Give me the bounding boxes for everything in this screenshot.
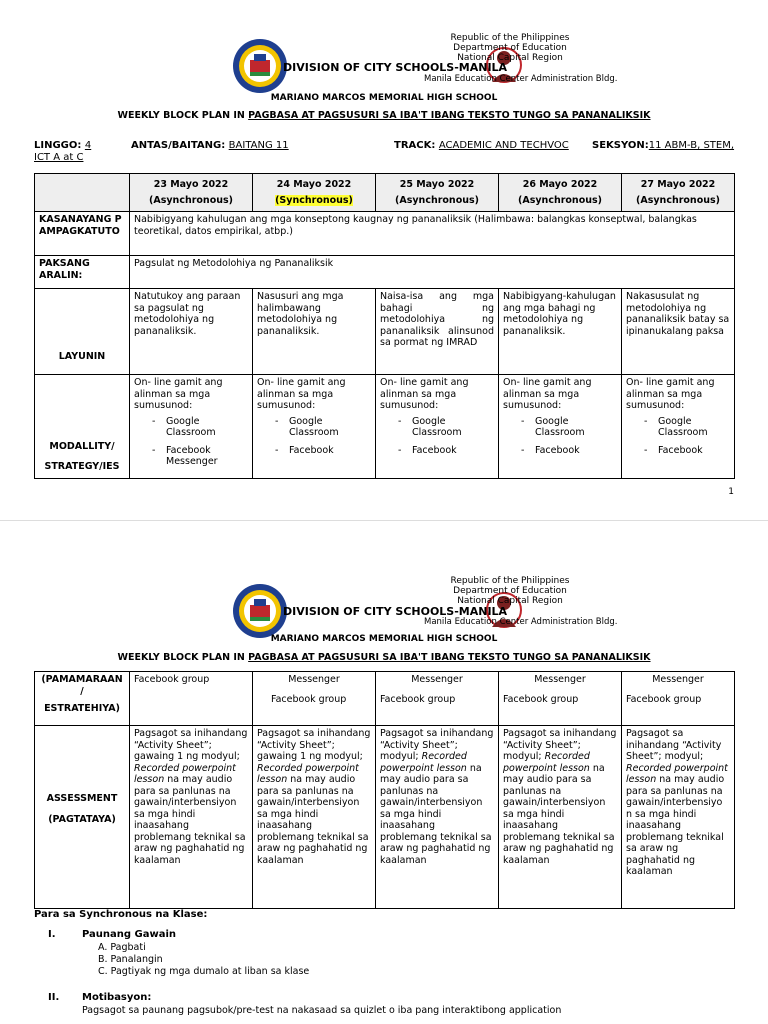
linggo-value: 4 bbox=[84, 140, 92, 151]
seksyon-value-2: ICT A at C bbox=[34, 152, 84, 163]
modality-label bbox=[35, 375, 130, 479]
section-1-heading bbox=[48, 929, 56, 941]
plan-title-2 bbox=[0, 652, 768, 663]
assess-cell bbox=[253, 726, 376, 909]
day-mode-highlight: (Synchronous) bbox=[275, 194, 353, 206]
section-2-text: Pagsagot sa paunang pagsubok/pre-test na nakasaad sa quizlet o iba pang interaktibong application bbox=[82, 1005, 562, 1016]
day-date: 24 Mayo 2022 bbox=[276, 179, 352, 190]
list-item: A. Pagbati bbox=[98, 942, 146, 953]
track-label: TRACK: bbox=[394, 140, 439, 151]
day-mode: (Asynchronous) bbox=[149, 194, 233, 206]
assess-text: Pagsagot sa inihandang “Activity Sheet”; modyul; bbox=[380, 728, 494, 762]
plan-title bbox=[0, 110, 768, 121]
track bbox=[394, 140, 569, 152]
section-1-list bbox=[98, 942, 309, 978]
modality-item: - Facebook bbox=[644, 445, 730, 457]
day-4-header bbox=[499, 174, 622, 212]
pam-cell-top: Messenger bbox=[534, 674, 586, 685]
section-2-title-text: Motibasyon: bbox=[82, 992, 152, 1003]
sync-heading bbox=[34, 909, 207, 921]
modality-cell bbox=[253, 375, 376, 479]
paksang-text: Pagsulat ng Metodolohiya ng Pananaliksik bbox=[130, 256, 735, 289]
modality-cell bbox=[622, 375, 735, 479]
modality-label-2: STRATEGY/IES bbox=[44, 460, 120, 472]
pam-label-2: / bbox=[80, 685, 84, 697]
modality-intro: On- line gamit ang alinman sa mga sumusunod: bbox=[626, 377, 715, 411]
plan-table-2 bbox=[34, 671, 735, 909]
republic-text: Republic of the Philippines bbox=[450, 33, 570, 43]
assess-italic: Recorded powerpoint lesson bbox=[257, 762, 359, 785]
day-5-header bbox=[622, 174, 735, 212]
section-2-number: II. bbox=[48, 992, 60, 1003]
assess-italic: Recorded powerpoint lesson bbox=[134, 762, 236, 785]
antas-value: BAITANG 11 bbox=[228, 140, 289, 151]
republic-header bbox=[420, 33, 600, 63]
division-title: DIVISION OF CITY SCHOOLS-MANILA bbox=[283, 61, 508, 74]
kasanayang-label: KASANAYANG PAMPAGKATUTO bbox=[35, 212, 130, 256]
pamamaraan-row bbox=[35, 672, 735, 726]
modality-cell bbox=[130, 375, 253, 479]
plan-table-1 bbox=[34, 173, 735, 479]
school-name-2: MARIANO MARCOS MEMORIAL HIGH SCHOOL bbox=[270, 634, 498, 644]
pam-cell bbox=[622, 672, 735, 726]
day-date: 27 Mayo 2022 bbox=[640, 179, 716, 190]
plan-subject: PAGBASA AT PAGSUSURI SA IBA'T IBANG TEKSTO TUNGO SA PANANALIKSIK bbox=[248, 110, 651, 121]
pam-cell bbox=[130, 672, 253, 726]
day-mode: (Asynchronous) bbox=[636, 194, 720, 206]
pam-cell-top: Messenger bbox=[652, 674, 704, 685]
day-2-header bbox=[253, 174, 376, 212]
antas bbox=[131, 140, 289, 152]
pam-cell bbox=[253, 672, 376, 726]
header-empty-cell bbox=[35, 174, 130, 212]
division-title-2: DIVISION OF CITY SCHOOLS-MANILA bbox=[283, 605, 508, 618]
kasanayang-row bbox=[35, 212, 735, 256]
modality-cell bbox=[499, 375, 622, 479]
day-date: 23 Mayo 2022 bbox=[153, 179, 229, 190]
pam-cell bbox=[499, 672, 622, 726]
modality-intro: On- line gamit ang alinman sa mga sumusunod: bbox=[503, 377, 592, 411]
assess-text: Pagsagot sa inihandang “Activity Sheet”; modyul; bbox=[626, 728, 722, 762]
school-name: MARIANO MARCOS MEMORIAL HIGH SCHOOL bbox=[270, 93, 498, 103]
deped-text: Department of Education bbox=[453, 43, 567, 53]
sync-heading-text: Para sa Synchronous na Klase: bbox=[34, 909, 208, 920]
assess-label-2: (PAGTATAYA) bbox=[48, 814, 116, 825]
track-value: ACADEMIC AND TECHVOC bbox=[438, 140, 569, 151]
assess-cell bbox=[622, 726, 735, 909]
assess-label-1: ASSESSMENT bbox=[46, 792, 118, 804]
page-gap bbox=[0, 520, 768, 521]
section-1-title-text: Paunang Gawain bbox=[82, 929, 177, 940]
pamamaraan-label bbox=[35, 672, 130, 726]
page-number: 1 bbox=[728, 487, 734, 497]
section-1-number: I. bbox=[48, 929, 56, 940]
day-mode: (Asynchronous) bbox=[518, 194, 602, 206]
section-2-heading bbox=[48, 992, 59, 1004]
assess-cell bbox=[130, 726, 253, 909]
modality-row bbox=[35, 375, 735, 479]
assess-text: na may audio para sa panlunas na gawain/interbensiyon sa mga hindi inaasahang problemang teknikal sa araw ng paghahatid ng kaalaman bbox=[134, 774, 246, 866]
modality-item: - Facebook bbox=[275, 445, 371, 457]
region-text: National Capital Region bbox=[457, 596, 563, 606]
modality-intro: On- line gamit ang alinman sa mga sumusunod: bbox=[380, 377, 469, 411]
pam-label-1: (PAMAMARAAN bbox=[41, 674, 123, 685]
section-2-title bbox=[82, 992, 151, 1004]
day-1-header bbox=[130, 174, 253, 212]
assess-italic: Recorded powerpoint lesson bbox=[503, 751, 590, 774]
assess-text: na may audio para sa panlunas na gawain/interbensiyon sa mga hindi inaasahang problemang teknikal sa araw ng paghahatid ng kaalaman bbox=[380, 762, 492, 866]
paksang-row bbox=[35, 256, 735, 289]
section-1-title bbox=[82, 929, 176, 941]
day-date: 25 Mayo 2022 bbox=[399, 179, 475, 190]
layunin-label: LAYUNIN bbox=[35, 289, 130, 375]
assessment-label bbox=[35, 726, 130, 909]
linggo-label: LINGGO: bbox=[34, 140, 85, 151]
assess-text: Pagsagot sa inihandang “Activity Sheet”; gawaing 1 ng modyul; bbox=[257, 728, 371, 762]
modality-item: - Google Classroom bbox=[644, 416, 730, 439]
layunin-cell: Nakasusulat ng metodolohiya ng pananaliksik batay sa ipinanukalang paksa bbox=[622, 289, 735, 375]
republic-header-2 bbox=[420, 576, 600, 606]
city-of-manila-seal-icon bbox=[232, 38, 288, 94]
plan-subject: PAGBASA AT PAGSUSURI SA IBA'T IBANG TEKSTO TUNGO SA PANANALIKSIK bbox=[248, 652, 651, 663]
pam-label-3: ESTRATEHIYA) bbox=[44, 703, 120, 714]
modality-intro: On- line gamit ang alinman sa mga sumusunod: bbox=[257, 377, 346, 411]
pam-cell-top: Messenger bbox=[411, 674, 463, 685]
modality-item: - Facebook Messenger bbox=[152, 445, 248, 468]
day-3-header bbox=[376, 174, 499, 212]
modality-item: - Google Classroom bbox=[521, 416, 617, 439]
assess-text: Pagsagot sa inihandang “Activity Sheet”; modyul; bbox=[503, 728, 617, 762]
list-item: C. Pagtiyak ng mga dumalo at liban sa klase bbox=[98, 966, 310, 977]
linggo bbox=[34, 140, 91, 152]
republic-text: Republic of the Philippines bbox=[450, 576, 570, 586]
day-mode: (Asynchronous) bbox=[395, 194, 479, 206]
plan-prefix: WEEKLY BLOCK PLAN IN bbox=[117, 652, 249, 663]
day-date: 26 Mayo 2022 bbox=[522, 179, 598, 190]
layunin-cell: Naisa-isa ang mga bahagi ng metodolohiya ng pananaliksik alinsunod sa pormat ng IMRAD bbox=[376, 289, 499, 375]
seksyon-label: SEKSYON: bbox=[592, 140, 649, 151]
layunin-cell: Natutukoy ang paraan sa pagsulat ng metodolohiya ng pananaliksik. bbox=[130, 289, 253, 375]
pam-cell-text: Facebook group bbox=[503, 693, 579, 705]
region-text: National Capital Region bbox=[457, 53, 563, 63]
paksang-label: PAKSANG ARALIN: bbox=[35, 256, 130, 289]
building-text-2: Manila Education Center Administration Bldg. bbox=[424, 617, 618, 627]
layunin-row bbox=[35, 289, 735, 375]
pam-cell-text: Facebook group bbox=[271, 693, 347, 705]
seksyon bbox=[592, 140, 734, 152]
assess-cell bbox=[499, 726, 622, 909]
pam-cell-text: Facebook group bbox=[134, 674, 210, 685]
assess-italic: Recorded powerpoint lesson bbox=[626, 762, 728, 785]
assess-text: na may audio para sa panlunas na gawain/interbensiyo n sa mga hindi inaasahang problemang teknikal sa araw ng paghahatid ng kaalaman bbox=[626, 774, 725, 877]
list-item: B. Panalangin bbox=[98, 954, 163, 965]
modality-item: - Google Classroom bbox=[398, 416, 494, 439]
modality-item: - Google Classroom bbox=[275, 416, 371, 439]
seksyon-value: 11 ABM-B, STEM, bbox=[648, 140, 735, 151]
modality-item: - Google Classroom bbox=[152, 416, 248, 439]
antas-label: ANTAS/BAITANG: bbox=[131, 140, 229, 151]
layunin-cell: Nabibigyang-kahulugan ang mga bahagi ng metodolohiya ng pananaliksik. bbox=[499, 289, 622, 375]
pam-cell-text: Facebook group bbox=[380, 693, 456, 705]
pam-cell bbox=[376, 672, 499, 726]
assess-text: Pagsagot sa inihandang “Activity Sheet”; gawaing 1 ng modyul; bbox=[134, 728, 248, 762]
assess-text: na may audio para sa panlunas na gawain/interbensiyon sa mga hindi inaasahang problemang teknikal sa araw ng paghahatid ng kaalaman bbox=[503, 762, 615, 866]
kasanayang-text: Nabibigyang kahulugan ang mga konseptong kaugnay ng pananaliksik (Halimbawa: balangkas konseptwal, balangkas teoretikal, datos empirikal, atbp.) bbox=[130, 212, 735, 256]
plan-prefix: WEEKLY BLOCK PLAN IN bbox=[117, 110, 249, 121]
assessment-row bbox=[35, 726, 735, 909]
modality-item: - Facebook bbox=[521, 445, 617, 457]
assess-italic: Recorded powerpoint lesson bbox=[380, 751, 467, 774]
assess-text: na may audio para sa panlunas na gawain/interbensiyon sa mga hindi inaasahang problemang teknikal sa araw ng paghahatid ng kaalaman bbox=[257, 774, 369, 866]
pam-cell-text: Facebook group bbox=[626, 693, 702, 705]
city-of-manila-seal-icon bbox=[232, 583, 288, 639]
modality-label-1: MODALLITY/ bbox=[49, 441, 115, 452]
header-row bbox=[35, 174, 735, 212]
modality-intro: On- line gamit ang alinman sa mga sumusunod: bbox=[134, 377, 223, 411]
layunin-cell: Nasusuri ang mga halimbawang metodolohiya ng pananaliksik. bbox=[253, 289, 376, 375]
modality-item: - Facebook bbox=[398, 445, 494, 457]
pam-cell-top: Messenger bbox=[288, 674, 340, 685]
assess-cell bbox=[376, 726, 499, 909]
modality-cell bbox=[376, 375, 499, 479]
deped-text: Department of Education bbox=[453, 586, 567, 596]
building-text: Manila Education Center Administration Bldg. bbox=[424, 74, 618, 84]
